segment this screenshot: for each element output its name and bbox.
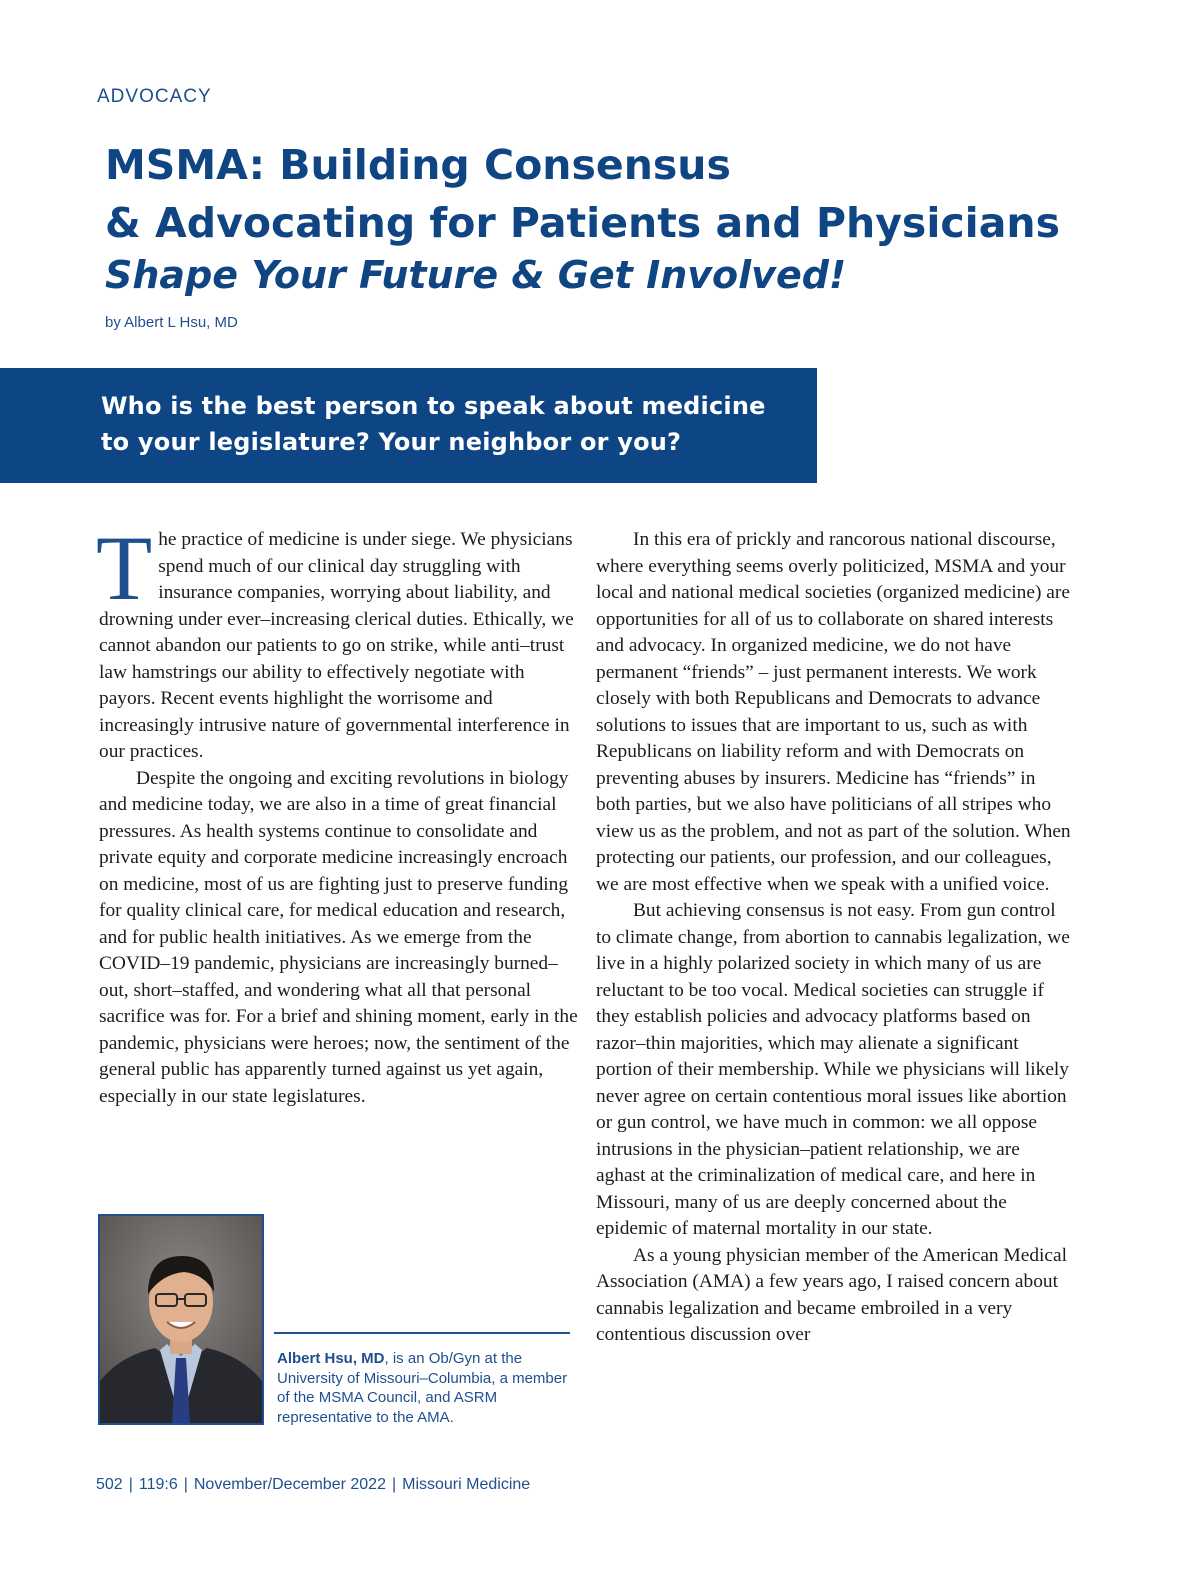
callout-text: [101, 388, 817, 460]
article-title: [105, 136, 1185, 252]
title-line-1: MSMA: Building Consensus: [105, 141, 731, 189]
author-photo: [98, 1214, 264, 1425]
callout-banner: [0, 368, 817, 483]
footer-separator: |: [128, 1476, 133, 1493]
article-column-left: [96, 517, 579, 1110]
bio-divider: [274, 1332, 570, 1334]
bio-name: Albert Hsu, MD: [277, 1350, 385, 1367]
paragraph: But achieving consensus is not easy. From gun control to climate change, from abortion to cannabis legalization, we live in a highly polarized society in which many of us are reluctant to be too vocal. Medical societies can struggle if they establish policies and advocacy platforms based on razor–thin majorities, which may alienate a significant portion of their membership. While we physicians will likely never agree on certain contentious moral issues like abortion or gun control, we have much in common: we all oppose intrusions in the physician–patient relationship, we are aghast at the criminalization of medical care, and here in Missouri, many of us are deeply concerned about the epidemic of maternal mortality in our state.: [596, 900, 1070, 1239]
journal-name: Missouri Medicine: [402, 1476, 531, 1493]
footer-separator: |: [391, 1476, 397, 1493]
paragraph: Despite the ongoing and exciting revolutions in biology and medicine today, we are also in a time of great financial pressures. As health systems continue to consolidate and private equity and corporate medicine increasingly encroach on medicine, most of us are fighting just to preserve funding for quality clinical care, for medical education and research, and for public health initiatives. As we emerge from the COVID–19 pandemic, physicians are increasingly burned–out, short–staffed, and wondering what all that personal sacrifice was for. For a brief and shining moment, early in the pandemic, physicians were heroes; now, the sentiment of the general public has apparently turned against us yet again, especially in our state legislatures.: [99, 767, 578, 1107]
paragraph: [96, 517, 579, 766]
page-number: 502: [96, 1476, 123, 1493]
byline: by Albert L Hsu, MD: [105, 314, 238, 331]
bio-text: , is an Ob/Gyn at the University of Missouri–Columbia, a member of the MSMA Council, and ASRM representative to the AMA.: [277, 1350, 568, 1426]
paragraph-text: he practice of medicine is under siege. We physicians spend much of our clinical day struggling with insurance companies, worrying about liability, and drowning under ever–increasing clerical duties. Ethically, we cannot abandon our patients to go on strike, while anti–trust law hamstrings our ability to effectively negotiate with payors. Recent events highlight the worrisome and increasingly intrusive nature of governmental interference in our practices.: [99, 529, 574, 762]
article-column-right: [596, 527, 1074, 1349]
page-footer: [96, 1476, 530, 1494]
paragraph: In this era of prickly and rancorous national discourse, where everything seems overly politicized, MSMA and your local and national medical societies (organized medicine) are opportunities for all of us to collaborate on shared interests and advocacy. In organized medicine, we do not have permanent “friends” – just permanent interests. We work closely with both Republicans and Democrats to advance solutions to issues that are important to us, such as with Republicans on liability reform and with Democrats on preventing abuses by insurers. Medicine has “friends” in both parties, but we also have politicians of all stripes who view us as the problem, and not as part of the solution. When protecting our patients, our profession, and our colleagues, we are most effective when we speak with a unified voice.: [596, 529, 1071, 895]
author-bio: [277, 1349, 573, 1427]
issue-number: 119:6: [138, 1476, 178, 1493]
issue-date: November/December 2022: [193, 1476, 386, 1493]
drop-cap: T: [96, 517, 153, 619]
callout-line-1: Who is the best person to speak about medicine: [101, 392, 766, 420]
section-kicker: ADVOCACY: [97, 86, 212, 107]
callout-line-2: to your legislature? Your neighbor or you?: [101, 428, 682, 456]
title-line-2: & Advocating for Patients and Physicians: [105, 199, 1060, 247]
article-subtitle: Shape Your Future & Get Involved!: [105, 253, 847, 297]
paragraph: As a young physician member of the American Medical Association (AMA) a few years ago, I raised concern about cannabis legalization and became embroiled in a very contentious discussion over: [596, 1244, 1068, 1345]
footer-separator: |: [183, 1476, 188, 1493]
